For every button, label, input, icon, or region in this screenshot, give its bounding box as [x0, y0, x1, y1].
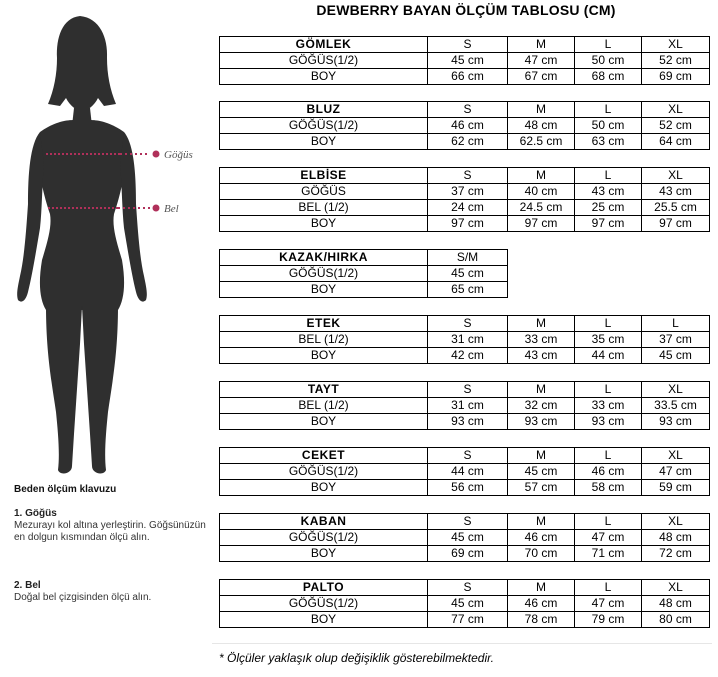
table-cell: 45 cm [428, 530, 508, 546]
table-cell: 37 cm [428, 184, 508, 200]
table-cell: 47 cm [642, 464, 710, 480]
table-cell: 43 cm [642, 184, 710, 200]
table-cell: 44 cm [428, 464, 508, 480]
table-cell: 68 cm [575, 69, 642, 85]
table-row [220, 134, 710, 150]
size-table-kazak-hirka [219, 249, 508, 298]
row-label: BEL (1/2) [220, 332, 428, 348]
size-table-tayt [219, 381, 710, 430]
size-header: M [508, 37, 575, 53]
table-cell: 44 cm [575, 348, 642, 364]
table-header-row [220, 580, 710, 596]
guide-heading: 2. Bel [14, 580, 41, 591]
chest-marker-icon [153, 151, 160, 158]
table-name: ELBİSE [220, 168, 428, 184]
table-cell: 97 cm [575, 216, 642, 232]
guide-text: Mezurayı kol altına yerleştirin. Göğsünüzün en dolgun kısmından ölçü alın. [14, 520, 206, 543]
table-row [220, 398, 710, 414]
row-label: GÖĞÜS(1/2) [220, 596, 428, 612]
size-header: L [575, 382, 642, 398]
table-cell: 50 cm [575, 118, 642, 134]
table-header-row [220, 250, 508, 266]
table-row [220, 266, 508, 282]
table-cell: 79 cm [575, 612, 642, 628]
table-cell: 43 cm [575, 184, 642, 200]
table-cell: 93 cm [428, 414, 508, 430]
body-figure-panel [0, 0, 215, 677]
size-header: XL [642, 580, 710, 596]
size-header: L [575, 448, 642, 464]
guide-text: Doğal bel çizgisinden ölçü alın. [14, 592, 152, 603]
table-cell: 50 cm [575, 53, 642, 69]
size-header: S [428, 514, 508, 530]
table-cell: 45 cm [428, 596, 508, 612]
table-cell: 72 cm [642, 546, 710, 562]
table-cell: 63 cm [575, 134, 642, 150]
table-cell: 31 cm [428, 332, 508, 348]
table-cell: 48 cm [642, 596, 710, 612]
table-name: PALTO [220, 580, 428, 596]
size-header: M [508, 382, 575, 398]
table-row [220, 464, 710, 480]
table-cell: 57 cm [508, 480, 575, 496]
row-label: BOY [220, 282, 428, 298]
page-title: DEWBERRY BAYAN ÖLÇÜM TABLOSU (CM) [316, 2, 616, 18]
table-header-row [220, 168, 710, 184]
size-header: XL [642, 168, 710, 184]
body-silhouette [0, 14, 215, 484]
table-cell: 62 cm [428, 134, 508, 150]
table-cell: 32 cm [508, 398, 575, 414]
table-cell: 93 cm [508, 414, 575, 430]
table-cell: 52 cm [642, 118, 710, 134]
table-cell: 24.5 cm [508, 200, 575, 216]
table-cell: 47 cm [575, 530, 642, 546]
guide-heading: 1. Göğüs [14, 508, 57, 519]
table-cell: 97 cm [642, 216, 710, 232]
table-row [220, 332, 710, 348]
table-row [220, 216, 710, 232]
table-header-row [220, 514, 710, 530]
table-cell: 33.5 cm [642, 398, 710, 414]
table-cell: 70 cm [508, 546, 575, 562]
size-header: L [575, 37, 642, 53]
table-cell: 40 cm [508, 184, 575, 200]
size-header: XL [642, 382, 710, 398]
table-row [220, 200, 710, 216]
size-header: L [575, 316, 642, 332]
table-row [220, 348, 710, 364]
size-header: M [508, 102, 575, 118]
table-cell: 48 cm [508, 118, 575, 134]
table-cell: 62.5 cm [508, 134, 575, 150]
size-header: S [428, 316, 508, 332]
row-label: BOY [220, 69, 428, 85]
table-cell: 45 cm [508, 464, 575, 480]
size-header: L [642, 316, 710, 332]
size-header: S [428, 37, 508, 53]
table-cell: 46 cm [428, 118, 508, 134]
table-cell: 25.5 cm [642, 200, 710, 216]
row-label: GÖĞÜS [220, 184, 428, 200]
row-label: GÖĞÜS(1/2) [220, 266, 428, 282]
row-label: BOY [220, 216, 428, 232]
row-label: GÖĞÜS(1/2) [220, 464, 428, 480]
row-label: BOY [220, 546, 428, 562]
table-cell: 93 cm [642, 414, 710, 430]
table-row [220, 546, 710, 562]
size-table-ceket [219, 447, 710, 496]
size-header: M [508, 448, 575, 464]
table-row [220, 612, 710, 628]
guide-title: Beden ölçüm klavuzu [14, 484, 117, 495]
row-label: GÖĞÜS(1/2) [220, 530, 428, 546]
row-label: BOY [220, 480, 428, 496]
size-header: L [575, 580, 642, 596]
size-header: XL [642, 102, 710, 118]
table-name: ETEK [220, 316, 428, 332]
table-row [220, 53, 710, 69]
table-cell: 48 cm [642, 530, 710, 546]
size-header: S [428, 382, 508, 398]
table-cell: 24 cm [428, 200, 508, 216]
table-cell: 35 cm [575, 332, 642, 348]
size-table-elbise [219, 167, 710, 232]
table-cell: 45 cm [428, 266, 508, 282]
table-row [220, 118, 710, 134]
table-cell: 77 cm [428, 612, 508, 628]
table-cell: 33 cm [575, 398, 642, 414]
table-cell: 47 cm [575, 596, 642, 612]
size-header: S/M [428, 250, 508, 266]
table-cell: 33 cm [508, 332, 575, 348]
chest-label: Göğüs [164, 149, 193, 161]
table-header-row [220, 37, 710, 53]
size-header: L [575, 168, 642, 184]
size-table-bluz [219, 101, 710, 150]
table-row [220, 480, 710, 496]
table-name: KAZAK/HIRKA [220, 250, 428, 266]
row-label: BOY [220, 134, 428, 150]
row-label: BOY [220, 414, 428, 430]
table-name: TAYT [220, 382, 428, 398]
size-header: M [508, 580, 575, 596]
row-label: BEL (1/2) [220, 398, 428, 414]
size-header: XL [642, 448, 710, 464]
table-cell: 47 cm [508, 53, 575, 69]
table-header-row [220, 102, 710, 118]
table-cell: 58 cm [575, 480, 642, 496]
size-header: S [428, 448, 508, 464]
table-cell: 65 cm [428, 282, 508, 298]
table-cell: 42 cm [428, 348, 508, 364]
table-cell: 56 cm [428, 480, 508, 496]
row-label: GÖĞÜS(1/2) [220, 53, 428, 69]
waist-label: Bel [164, 203, 179, 215]
size-header: XL [642, 514, 710, 530]
table-cell: 78 cm [508, 612, 575, 628]
footnote: * Ölçüler yaklaşık olup değişiklik gösterebilmektedir. [219, 651, 495, 665]
table-cell: 71 cm [575, 546, 642, 562]
row-label: BOY [220, 348, 428, 364]
size-header: S [428, 168, 508, 184]
guide-item-waist [14, 580, 209, 604]
table-cell: 43 cm [508, 348, 575, 364]
table-cell: 52 cm [642, 53, 710, 69]
table-name: BLUZ [220, 102, 428, 118]
size-table-palto [219, 579, 710, 628]
table-cell: 31 cm [428, 398, 508, 414]
size-table-etek [219, 315, 710, 364]
table-cell: 69 cm [428, 546, 508, 562]
size-header: S [428, 102, 508, 118]
table-header-row [220, 382, 710, 398]
size-header: XL [642, 37, 710, 53]
table-cell: 67 cm [508, 69, 575, 85]
size-table-kaban [219, 513, 710, 562]
table-cell: 64 cm [642, 134, 710, 150]
size-header: M [508, 316, 575, 332]
table-name: GÖMLEK [220, 37, 428, 53]
table-name: KABAN [220, 514, 428, 530]
table-cell: 69 cm [642, 69, 710, 85]
table-cell: 93 cm [575, 414, 642, 430]
table-cell: 46 cm [508, 530, 575, 546]
table-row [220, 69, 710, 85]
table-row [220, 530, 710, 546]
table-cell: 46 cm [575, 464, 642, 480]
table-cell: 37 cm [642, 332, 710, 348]
table-row [220, 282, 508, 298]
guide-item-chest [14, 508, 209, 544]
table-cell: 59 cm [642, 480, 710, 496]
size-header: M [508, 168, 575, 184]
size-header: S [428, 580, 508, 596]
waist-marker-icon [153, 205, 160, 212]
table-cell: 80 cm [642, 612, 710, 628]
size-table-gomlek [219, 36, 710, 85]
table-name: CEKET [220, 448, 428, 464]
size-header: L [575, 102, 642, 118]
table-header-row [220, 316, 710, 332]
row-label: BEL (1/2) [220, 200, 428, 216]
table-header-row [220, 448, 710, 464]
table-row [220, 184, 710, 200]
table-cell: 45 cm [428, 53, 508, 69]
size-header: L [575, 514, 642, 530]
table-cell: 97 cm [428, 216, 508, 232]
row-label: BOY [220, 612, 428, 628]
table-row [220, 414, 710, 430]
table-cell: 46 cm [508, 596, 575, 612]
table-row [220, 596, 710, 612]
footnote-divider [212, 643, 712, 644]
table-cell: 97 cm [508, 216, 575, 232]
size-header: M [508, 514, 575, 530]
row-label: GÖĞÜS(1/2) [220, 118, 428, 134]
table-cell: 25 cm [575, 200, 642, 216]
table-cell: 66 cm [428, 69, 508, 85]
table-cell: 45 cm [642, 348, 710, 364]
